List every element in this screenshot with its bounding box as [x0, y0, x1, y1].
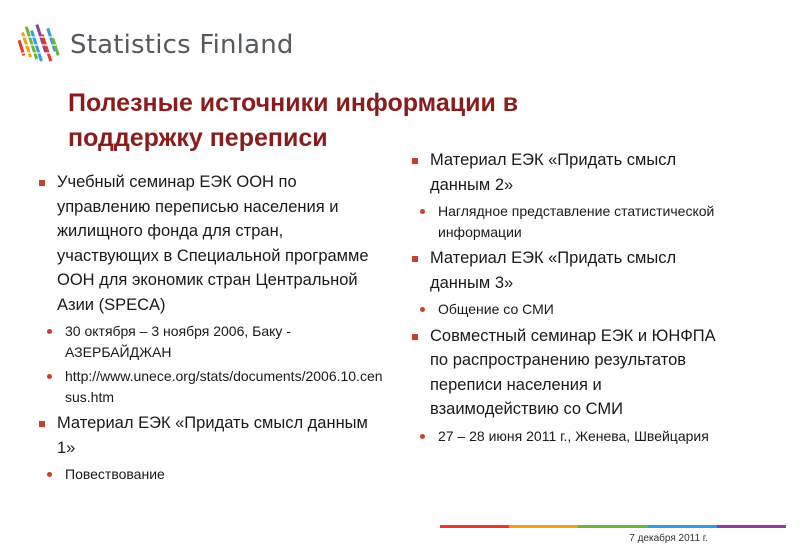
sub-list	[408, 426, 728, 447]
sub-list-item-text: 27 – 28 июня 2011 г., Женева, Швейцария	[438, 427, 709, 444]
footer-line-segment	[717, 525, 786, 528]
list-item-text: Материал ЕЭК «Придать смысл данным 1»	[57, 414, 368, 457]
sub-list	[35, 321, 385, 407]
sub-list-item	[408, 426, 728, 447]
list-item-text: Учебный семинар ЕЭК ООН по управлению переписью населения и жилищного фонда для стран, участвующих в Специальной программе ООН для экономик стран Центральной Азии (SPECA)	[57, 173, 369, 314]
sub-list	[408, 201, 728, 242]
logo-text: Statistics Finland	[70, 30, 294, 60]
list-item	[35, 170, 385, 317]
list-item-text: Материал ЕЭК «Придать смысл данным 3»	[430, 249, 677, 292]
sub-list-item-text: Повествование	[65, 466, 165, 482]
footer-date: 7 декабря 2011 г.	[629, 533, 708, 544]
footer-line-segment	[440, 525, 509, 528]
logo-mark-icon	[18, 22, 60, 68]
sub-list-item-text: 30 октября – 3 ноября 2006, Баку - АЗЕРБАЙДЖАН	[65, 323, 291, 360]
list-item	[408, 246, 728, 295]
census-link[interactable]: http://www.unece.org/stats/documents/2006.10.census.htm	[65, 368, 383, 405]
list-item	[35, 411, 385, 460]
list-item	[408, 148, 728, 197]
right-column	[408, 148, 728, 450]
list-item-text: Материал ЕЭК «Придать смысл данным 2»	[430, 151, 677, 194]
sub-list-item	[35, 321, 385, 362]
sub-list-item-text: Наглядное представление статистической информации	[438, 203, 715, 240]
sub-list-item	[35, 366, 385, 407]
list-item	[408, 324, 728, 422]
footer-line-segment	[509, 525, 578, 528]
sub-list-item	[35, 464, 385, 485]
left-column	[35, 170, 385, 489]
footer-line-segment	[578, 525, 647, 528]
footer-color-line	[440, 525, 786, 528]
sub-list	[35, 464, 385, 485]
sub-list-item-text: Общение со СМИ	[438, 301, 554, 317]
list-item-text: Совместный семинар ЕЭК и ЮНФПА по распространению результатов переписи населения и взаимодействию со СМИ	[430, 326, 716, 418]
sub-list-item	[408, 201, 728, 242]
page-title: Полезные источники информации в поддержку переписи	[68, 89, 519, 152]
statistics-finland-logo	[18, 22, 294, 68]
sub-list	[408, 299, 728, 320]
footer-line-segment	[648, 525, 717, 528]
sub-list-item	[408, 299, 728, 320]
